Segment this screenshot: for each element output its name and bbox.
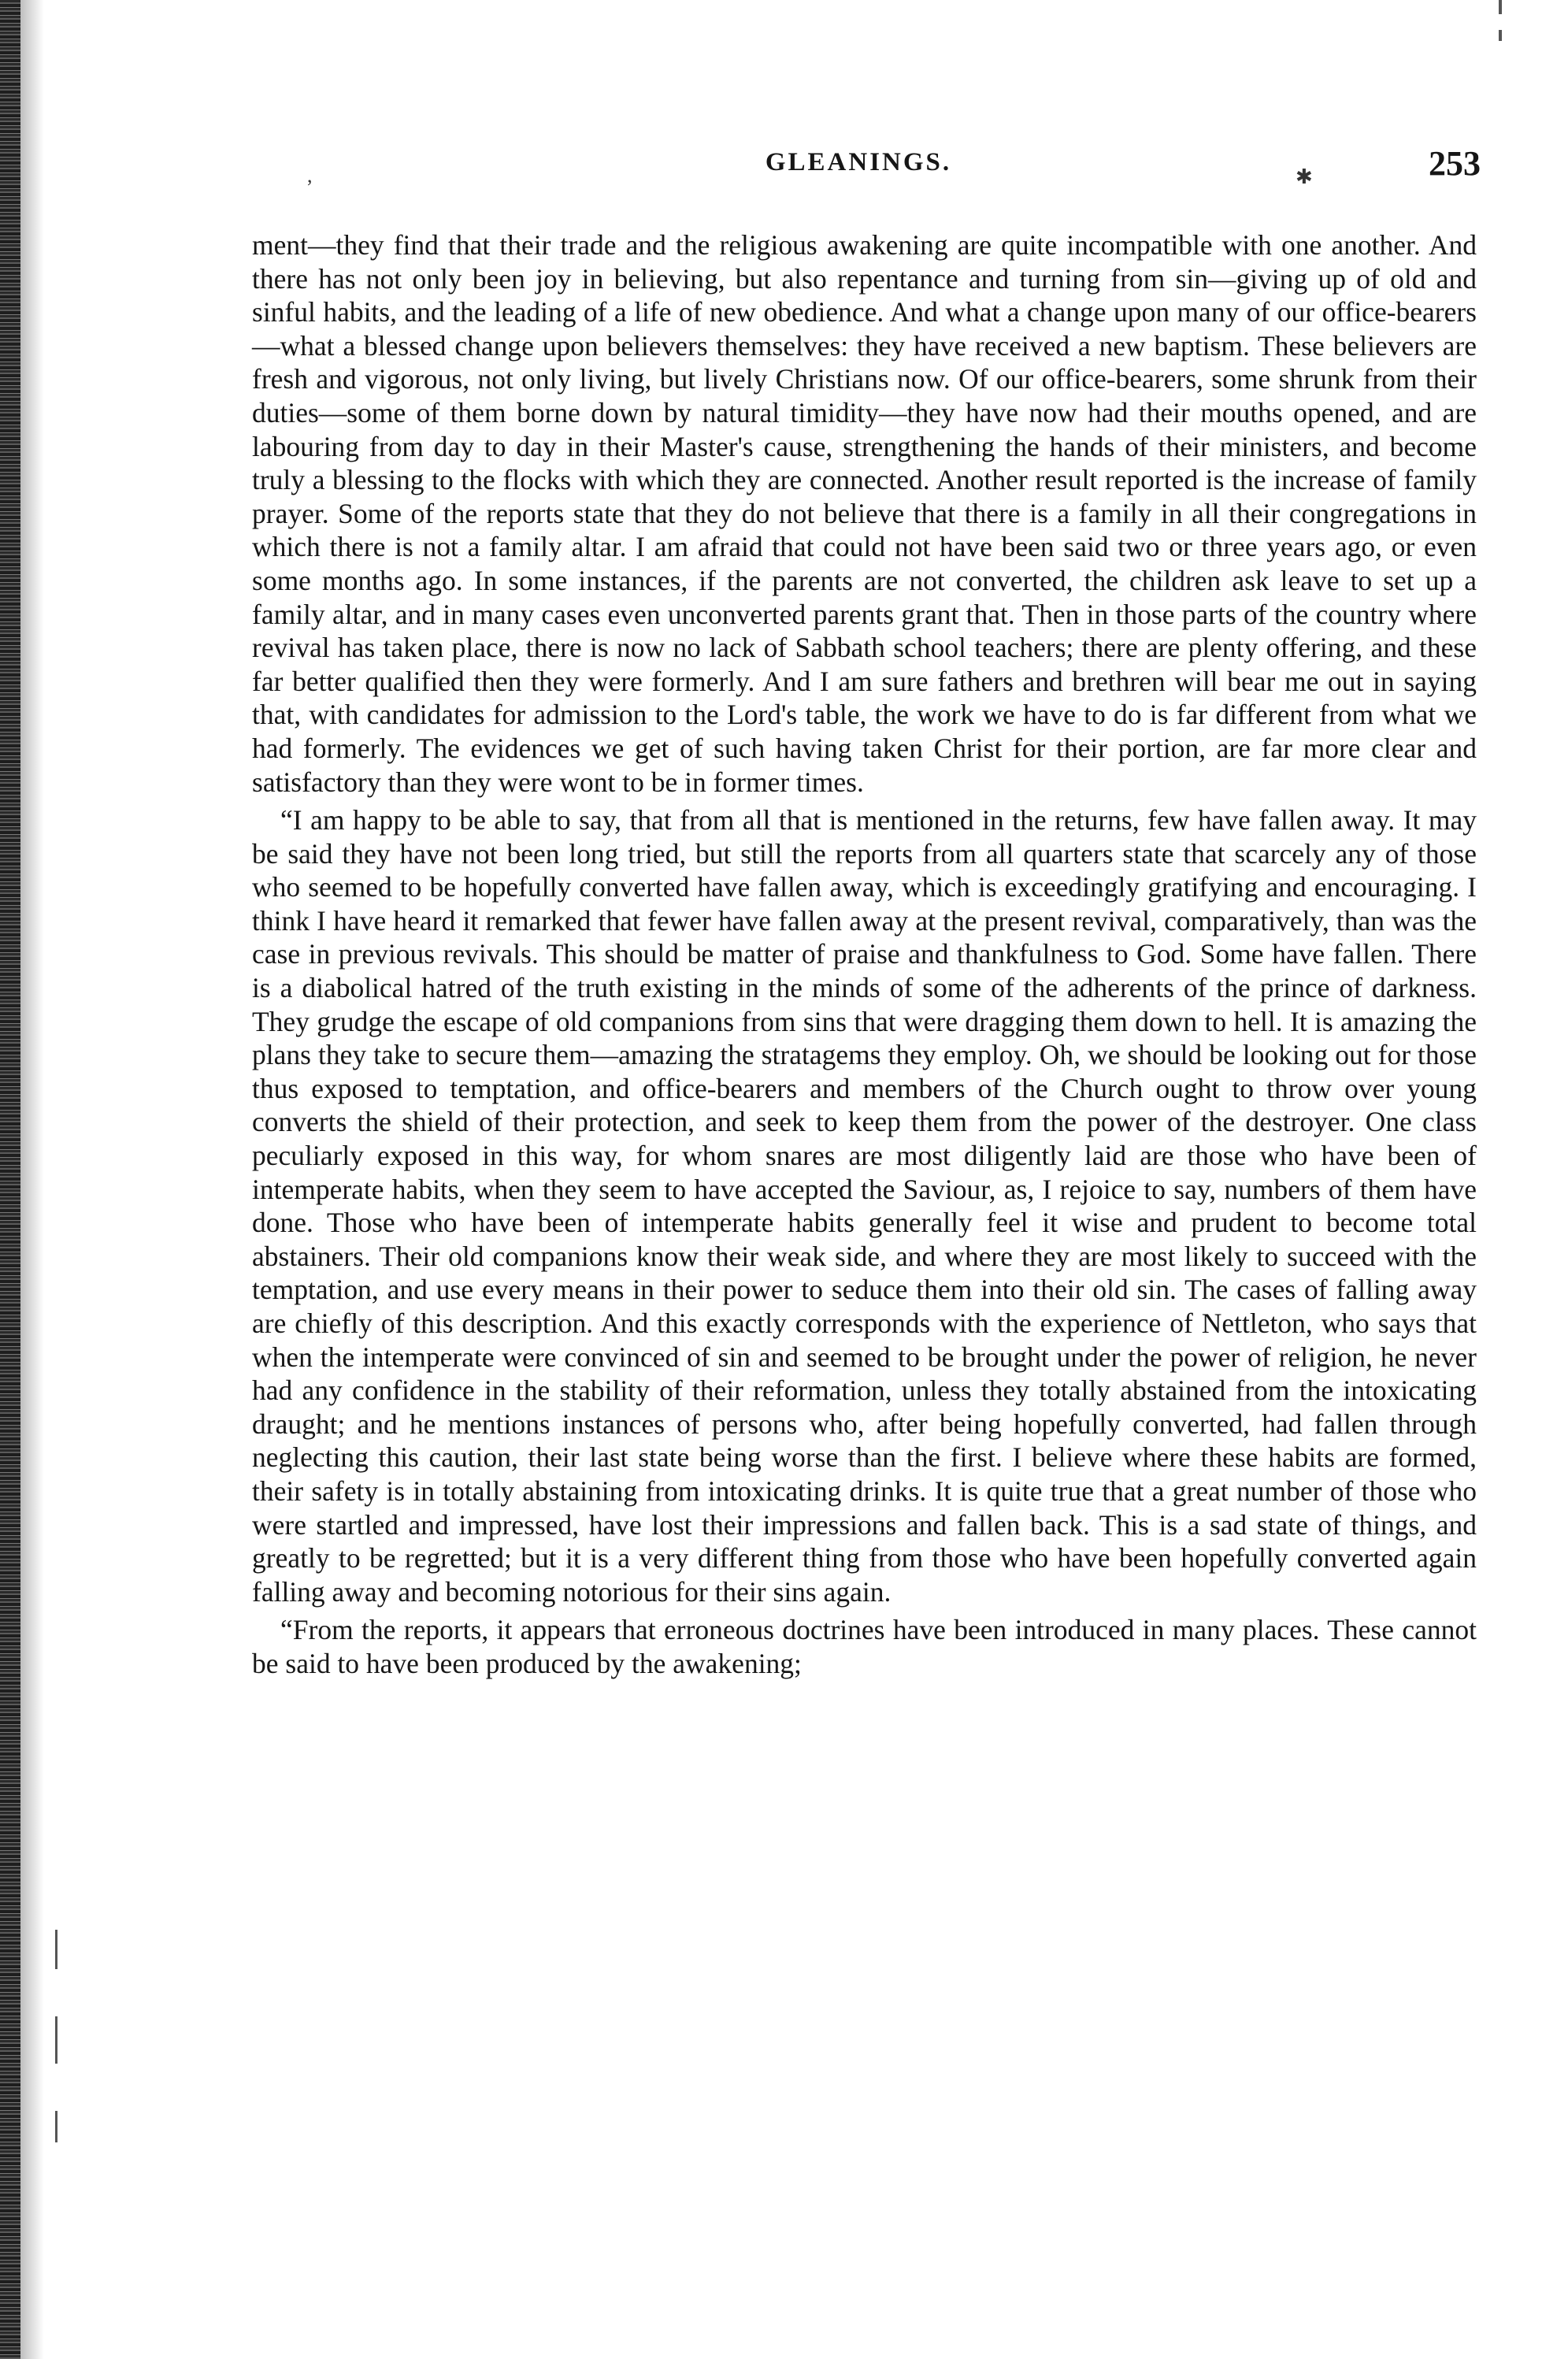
stray-mark — [55, 2016, 57, 2064]
header-tick-mark: , — [307, 164, 313, 187]
stray-mark — [55, 1930, 57, 1969]
stray-mark — [1499, 0, 1502, 14]
page-binding-edge — [0, 0, 20, 2359]
page-header — [236, 144, 1481, 195]
header-tick-mark: ✱ — [1296, 165, 1313, 188]
binding-shadow — [20, 0, 44, 2359]
stray-mark — [1499, 30, 1502, 41]
page-number: 253 — [1429, 144, 1481, 183]
paragraph: “From the reports, it appears that erroneous doctrines have been introduced in many places. These cannot be said to have been produced by the awakening; — [252, 1614, 1477, 1679]
paragraph: “I am happy to be able to say, that from all that is mentioned in the returns, few have fallen away. It may be said they have not been long tried, but still the reports from all quarters state that scarcely any of those who seemed to be hopefully converted have fallen away, which is exceedingly gratifying and encouraging. I think I have heard it remarked that fewer have fallen away at the present revival, comparatively, than was the case in previous revivals. This should be matter of praise and thankfulness to God. Some have fallen. There is a diabolical hatred of the truth existing in the minds of some of the adherents of the prince of darkness. They grudge the escape of old companions from sins that were dragging them down to hell. It is amazing the plans they take to secure them—amazing the stratagems they employ. Oh, we should be looking out for those thus exposed to temptation, and office-bearers and members of the Church ought to throw over young converts the shield of their protection, and seek to keep them from the power of the destroyer. One class peculiarly exposed in this way, for whom snares are most diligently laid are those who have been of intemperate habits, when they seem to have accepted the Saviour, as, I rejoice to say, numbers of them have done. Those who have been of intemperate habits generally feel it wise and prudent to become total abstainers. Their old companions know their weak side, and where they are most likely to succeed with the temptation, and use every means in their power to seduce them into their old sin. The cases of falling away are chiefly of this description. And this exactly corresponds with the experience of Nettleton, who says that when the intemperate were convinced of sin and seemed to be brought under the power of religion, he never had any confidence in the stability of their reformation, unless they totally abstained from the intoxicating draught; and he mentions instances of persons who, after being hopefully converted, had fallen through neglecting this caution, their last state being worse than the first. I believe where these habits are formed, their safety is in totally abstaining from intoxicating drinks. It is quite true that a great number of those who were startled and impressed, have lost their impressions and fallen back. This is a sad state of things, and greatly to be regretted; but it is a very different thing from those who have been hopefully converted again falling away and becoming notorious for their sins again. — [252, 804, 1477, 1608]
running-title: GLEANINGS. — [765, 148, 952, 176]
stray-mark — [55, 2111, 57, 2142]
body-text — [252, 228, 1477, 1681]
paragraph: ment—they find that their trade and the religious awakening are quite incompatible with one another. And there has not only been joy in believing, but also repentance and turning from sin—giving up of old and sinful habits, and the leading of a life of new obedience. And what a change upon many of our office-bearers—what a blessed change upon believers themselves: they have received a new baptism. These believers are fresh and vigorous, not only living, but lively Christians now. Of our office-bearers, some shrunk from their duties—some of them borne down by natural timidity—they have now had their mouths opened, and are labouring from day to day in their Master's cause, strengthening the hands of their ministers, and become truly a blessing to the flocks with which they are connected. Another result reported is the increase of family prayer. Some of the reports state that they do not believe that there is a family in all their congregations in which there is not a family altar. I am afraid that could not have been said two or three years ago, or even some months ago. In some instances, if the parents are not converted, the children ask leave to set up a family altar, and in many cases even unconverted parents grant that. Then in those parts of the country where revival has taken place, there is now no lack of Sabbath school teachers; there are plenty offering, and these far better qualified then they were formerly. And I am sure fathers and brethren will bear me out in saying that, with candidates for admission to the Lord's table, the work we have to do is far different from what we had formerly. The evidences we get of such having taken Christ for their portion, are far more clear and satisfactory than they were wont to be in former times. — [252, 229, 1477, 798]
